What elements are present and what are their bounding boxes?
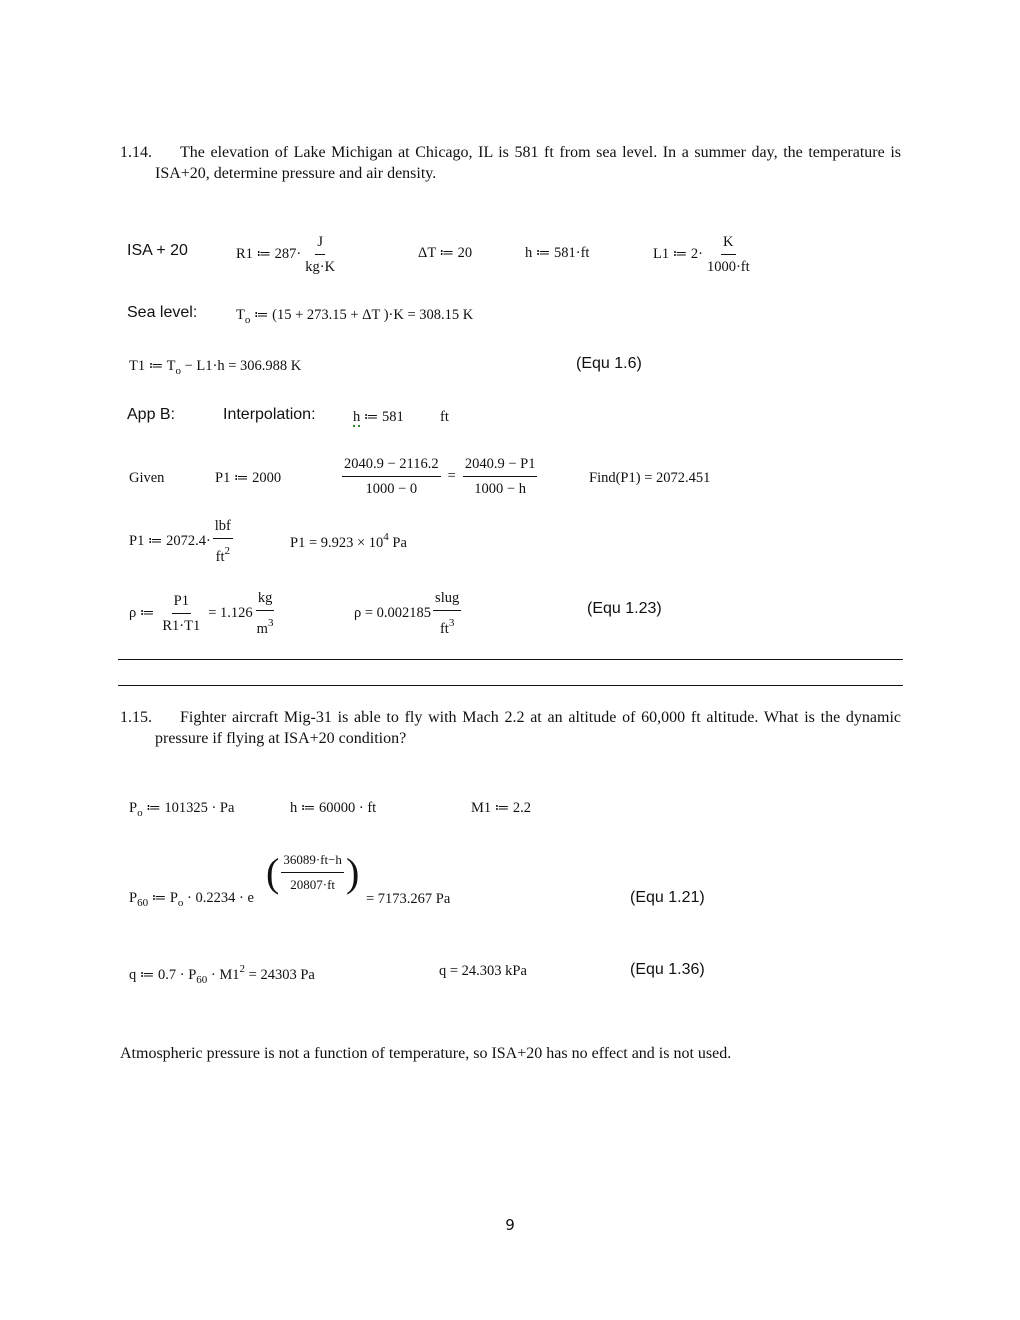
problem-1-15 <box>120 707 901 749</box>
p60-assign: ≔ P <box>148 890 178 906</box>
p60-subscript: 60 <box>137 897 149 909</box>
p60-symbol: P <box>129 890 138 906</box>
r1-denominator: kg·K <box>305 259 336 275</box>
isa-label: ISA + 20 <box>127 242 188 259</box>
rho-slug-unit-denominator <box>438 611 456 637</box>
to-rest: ≔ (15 + 273.15 + ΔT )·K = 308.15 K <box>250 307 474 323</box>
r1-equation <box>236 234 339 275</box>
l1-numerator: K <box>721 234 735 255</box>
l1-denominator: 1000·ft <box>706 259 750 275</box>
h-interp-symbol: h <box>353 409 361 425</box>
l1-lhs: L1 ≔ 2· <box>653 246 703 262</box>
p60-po-subscript: o <box>177 897 184 909</box>
equ-1-23-label: (Equ 1.23) <box>587 600 662 617</box>
interp-right-denominator: 1000 − h <box>474 481 526 497</box>
sea-level-label: Sea level: <box>127 304 198 321</box>
p1-pa-unit: Pa <box>388 535 407 551</box>
t1-subscript: o <box>175 365 181 377</box>
h-equation: h ≔ 581·ft <box>525 245 590 261</box>
rho-slug-unit-den-base: ft <box>439 621 449 637</box>
p1-def-denominator <box>214 539 232 565</box>
q-mach-exponent: 2 <box>239 963 246 975</box>
to-symbol: T <box>236 307 245 323</box>
find-p1-result: Find(P1) = 2072.451 <box>589 470 711 486</box>
exponent-left-paren: ( <box>266 849 280 895</box>
interp-left-fraction <box>342 456 441 497</box>
divider-top <box>118 659 903 660</box>
q-equation <box>129 963 315 986</box>
t1-equation <box>129 358 301 377</box>
r1-numerator: J <box>315 234 325 255</box>
app-b-label: App B: <box>127 406 176 423</box>
interp-left-denominator: 1000 − 0 <box>365 481 418 497</box>
rho-slug-unit-numerator: slug <box>433 590 461 611</box>
p60-rest: · 0.2234 · e <box>183 890 254 906</box>
delta-t-equation: ΔT ≔ 20 <box>418 245 473 261</box>
problem-1-14 <box>120 142 901 184</box>
h-interp-equation <box>353 409 404 426</box>
t1-rest: − L1·h = 306.988 K <box>180 358 302 374</box>
p1-def-fraction <box>213 518 233 565</box>
problem-number: 1.14. <box>120 144 152 161</box>
p1-pa-mantissa: P1 = 9.923 × 10 <box>290 535 384 551</box>
interp-left-numerator: 2040.9 − 2116.2 <box>342 456 441 477</box>
interp-equals: = <box>447 468 456 484</box>
rho-denominator: R1·T1 <box>162 618 201 634</box>
po-equation <box>129 800 234 819</box>
p1-pascal-result <box>290 531 407 552</box>
rho-equation <box>129 590 277 637</box>
page-number: 9 <box>505 1216 515 1234</box>
conclusion-note: Atmospheric pressure is not a function of temperature, so ISA+20 has no effect and is not used. <box>120 1045 732 1062</box>
problem-text: Fighter aircraft Mig-31 is able to fly with Mach 2.2 at an altitude of 60,000 ft altitude. What is the dynamic pressure if flying at ISA+20 condition? <box>155 709 901 747</box>
exponent-right-paren: ) <box>345 849 360 895</box>
r1-lhs: R1 ≔ 287· <box>236 246 302 262</box>
equ-1-6-label: (Equ 1.6) <box>576 355 642 372</box>
po-subscript: o <box>137 807 143 819</box>
po-symbol: P <box>129 800 138 816</box>
rho-unit-fraction <box>255 590 276 637</box>
p1-def-numerator: lbf <box>213 518 233 539</box>
rho-lhs: ρ ≔ <box>129 605 155 621</box>
interp-right-fraction <box>463 456 538 497</box>
problem-text: The elevation of Lake Michigan at Chicago, IL is 581 ft from sea level. In a summer day, the temperature is ISA+20, determine pressure and air density. <box>155 144 901 182</box>
rho-fraction <box>160 593 202 634</box>
given-label: Given <box>129 470 165 486</box>
q-result: = 24303 Pa <box>245 967 315 983</box>
l1-fraction <box>705 234 752 275</box>
rho-unit-den-exponent: 3 <box>267 617 274 629</box>
rho-slug-unit-fraction <box>433 590 461 637</box>
rho-numerator: P1 <box>172 593 191 614</box>
p1-def-den-exponent: 2 <box>224 545 231 557</box>
rho-slug-value: ρ = 0.002185 <box>354 605 432 621</box>
p60-lhs <box>129 890 254 909</box>
q-p60-subscript: 60 <box>196 974 208 986</box>
h-altitude-equation: h ≔ 60000 · ft <box>290 800 377 816</box>
rho-slug-unit-den-exponent: 3 <box>448 617 455 629</box>
l1-equation <box>653 234 754 275</box>
p1-pa-exponent: 4 <box>383 531 389 543</box>
exponent-numerator: 36089·ft−h <box>281 852 344 873</box>
rho-slug-equation <box>354 590 463 637</box>
equ-1-36-label: (Equ 1.36) <box>630 961 705 978</box>
p1-definition <box>129 518 235 565</box>
equ-1-21-label: (Equ 1.21) <box>630 889 705 906</box>
po-value: ≔ 101325 · Pa <box>142 800 235 816</box>
exponent-fraction <box>281 852 344 893</box>
p1-def-den-base: ft <box>215 549 225 565</box>
q-lhs: q ≔ 0.7 · P <box>129 967 197 983</box>
q-mach: · M1 <box>207 967 240 983</box>
q-kpa-result: q = 24.303 kPa <box>439 963 527 979</box>
mach-equation: M1 ≔ 2.2 <box>471 800 532 816</box>
exponent-denominator: 20807·ft <box>290 877 336 892</box>
rho-unit-den-base: m <box>256 621 268 637</box>
p60-exponent <box>266 849 360 895</box>
p60-result: = 7173.267 Pa <box>366 891 451 907</box>
problem-number: 1.15. <box>120 709 152 726</box>
to-subscript: o <box>244 314 251 326</box>
interp-right-numerator: 2040.9 − P1 <box>463 456 538 477</box>
r1-fraction <box>303 234 337 275</box>
rho-value: = 1.126 <box>208 605 253 621</box>
rho-unit-numerator: kg <box>256 590 275 611</box>
h-interp-unit: ft <box>440 409 449 425</box>
interpolation-label: Interpolation: <box>223 406 316 423</box>
rho-unit-denominator <box>255 611 276 637</box>
to-equation <box>236 307 473 326</box>
t1-lhs: T1 ≔ T <box>129 358 176 374</box>
divider-bottom <box>118 685 903 686</box>
interpolation-equation <box>340 456 539 497</box>
p1-initial-guess: P1 ≔ 2000 <box>215 470 282 486</box>
h-interp-value: ≔ 581 <box>360 409 404 425</box>
p1-def-lhs: P1 ≔ 2072.4· <box>129 533 211 549</box>
